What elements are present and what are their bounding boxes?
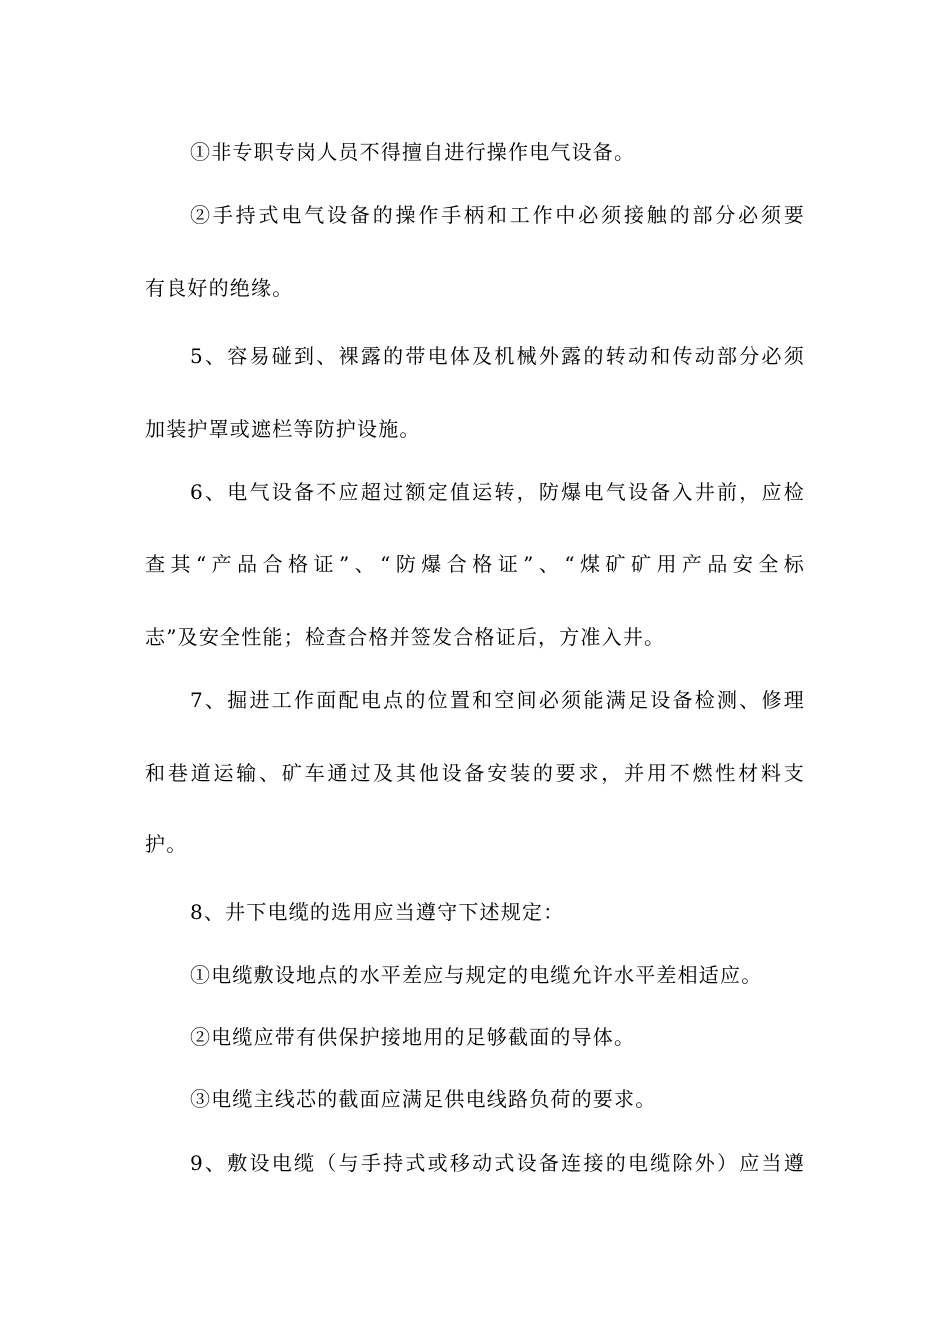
- paragraph-line: ②电缆应带有供保护接地用的足够截面的导体。: [190, 1025, 636, 1049]
- paragraph-line: 有良好的绝缘。: [145, 276, 294, 300]
- paragraph-line: ②手持式电气设备的操作手柄和工作中必须接触的部分必须要: [190, 203, 805, 227]
- paragraph-line: 8、井下电缆的选用应当遵守下述规定：: [190, 900, 565, 924]
- paragraph-line: ①非专职专岗人员不得擅自进行操作电气设备。: [190, 140, 636, 164]
- paragraph-line: 查其“产品合格证”、“防爆合格证”、“煤矿矿用产品安全标: [145, 552, 805, 576]
- paragraph-line: 志”及安全性能；检查合格并签发合格证后，方准入井。: [145, 625, 666, 649]
- paragraph-line: ①电缆敷设地点的水平差应与规定的电缆允许水平差相适应。: [190, 963, 763, 987]
- paragraph-line: 和巷道运输、矿车通过及其他设备安装的要求，并用不燃性材料支: [145, 761, 805, 785]
- paragraph-line: 9、敷设电缆（与手持式或移动式设备连接的电缆除外）应当遵: [190, 1151, 805, 1175]
- paragraph-line: 7、掘进工作面配电点的位置和空间必须能满足设备检测、修理: [190, 688, 805, 712]
- paragraph-line: 6、电气设备不应超过额定值运转，防爆电气设备入井前，应检: [190, 480, 805, 504]
- paragraph-line: 护。: [145, 832, 188, 856]
- paragraph-line: 5、容易碰到、裸露的带电体及机械外露的转动和传动部分必须: [190, 344, 805, 368]
- paragraph-line: 加装护罩或遮栏等防护设施。: [145, 417, 421, 441]
- paragraph-line: ③电缆主线芯的截面应满足供电线路负荷的要求。: [190, 1087, 657, 1111]
